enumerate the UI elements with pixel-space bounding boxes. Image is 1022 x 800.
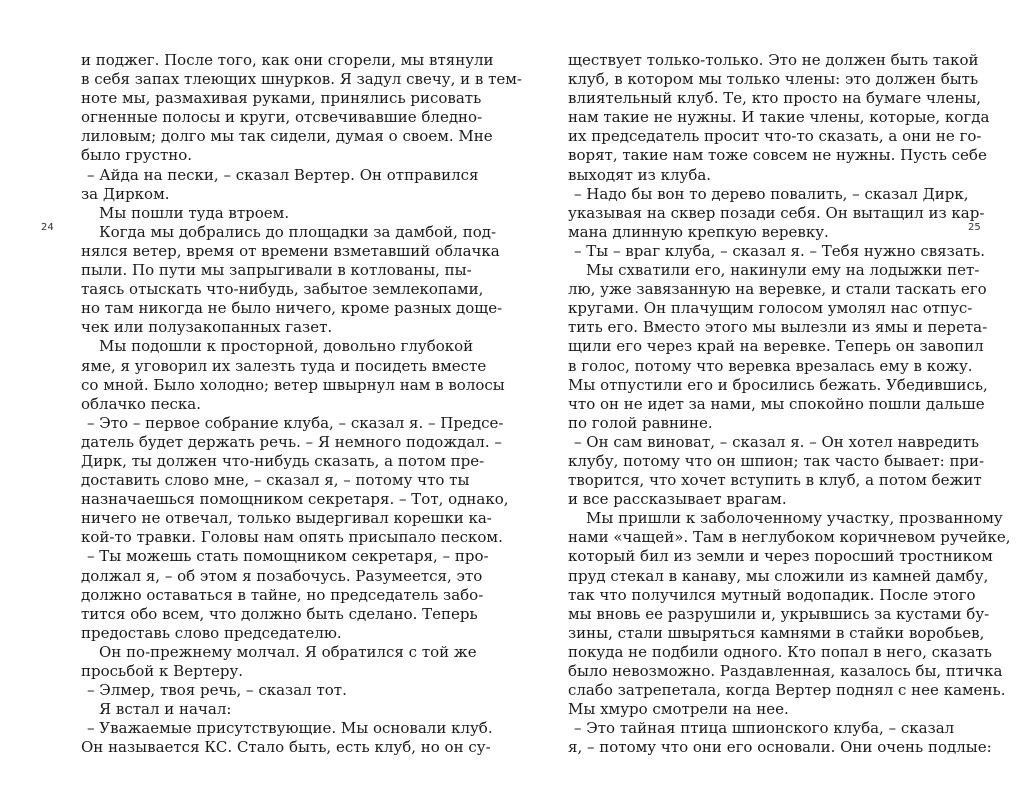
text-line: в голос, потому что веревка врезалась ему в кожу. (568, 356, 973, 375)
text-line: и поджег. После того, как они сгорели, мы втянули (81, 51, 494, 69)
text-line: Мы схватили его, накинули ему на лодыжки пет- (586, 261, 980, 280)
text-line: Мы подошли к просторной, довольно глубокой (99, 337, 474, 356)
text-line: лю, уже завязанную на веревке, и стали таскать его (568, 280, 987, 299)
text-line: щили его через край на веревке. Теперь он завопил (568, 337, 984, 356)
text-line: датель будет держать речь. – Я немного подождал. – (81, 432, 502, 451)
text-line: влиятельный клуб. Те, кто просто на бумаге члены, (568, 89, 982, 108)
text-line: огненные полосы и круги, отсвечивавшие бледно- (81, 108, 483, 127)
text-line: кругами. Он плачущим голосом умолял нас отпус- (568, 299, 973, 318)
text-line: я, – потому что они его основали. Они очень подлые: (568, 738, 992, 757)
text-line: клуб, в котором мы только члены: это должен быть (568, 70, 979, 89)
text-line: кой-то травки. Головы нам опять присыпало песком. (81, 528, 503, 547)
text-line: покуда не подбили одного. Кто попал в него, сказать (568, 642, 992, 661)
text-line: ворят, такие нам тоже совсем не нужны. Пусть себе (568, 146, 987, 165)
text-line: ществует только-только. Это не должен быть такой (568, 51, 979, 69)
text-line: ноте мы, размахивая руками, принялись рисовать (81, 89, 482, 108)
text-line: мана длинную крепкую веревку. (568, 222, 829, 241)
text-line: который бил из земли и через поросший тростником (568, 547, 993, 566)
text-line: в себя запах тлеющих шнурков. Я задул свечу, и в тем- (81, 70, 522, 89)
text-line: – Айда на пески, – сказал Вертер. Он отправился (87, 165, 479, 184)
text-line: пруд стекал в канаву, мы сложили из камней дамбу, (568, 566, 989, 585)
text-line: – Это тайная птица шпионского клуба, – сказал (574, 719, 955, 738)
text-line: по голой равнине. (568, 413, 713, 432)
text-line: Он называется КС. Стало быть, есть клуб, но он су- (81, 738, 491, 757)
text-line: творится, что хочет вступить в клуб, а потом бежит (568, 471, 982, 490)
text-line: лиловым; долго мы так сидели, думая о своем. Мне (81, 127, 493, 146)
text-line: – Уважаемые присутствующие. Мы основали клуб. (87, 719, 493, 738)
text-line: зины, стали швыряться камнями в стайки воробьев, (568, 623, 985, 642)
text-line: яме, я уговорил их залезть туда и посидеть вместе (81, 356, 487, 375)
text-line: предоставь слово председателю. (81, 623, 342, 642)
text-line: клубу, потому что он шпион; так часто бывает: при- (568, 451, 985, 470)
left-page-text (81, 51, 522, 757)
text-line: – Надо бы вон то дерево повалить, – сказал Дирк, (574, 184, 969, 203)
text-line: должно оставаться в тайне, но председатель забо- (81, 585, 484, 604)
text-line: должал я, – об этом я позабочусь. Разумеется, это (81, 566, 483, 585)
text-line: и все рассказывает врагам. (568, 490, 787, 509)
text-line: тится обо всем, что должно быть сделано. Теперь (81, 604, 478, 623)
text-line: было грустно. (81, 146, 193, 165)
text-line: Мы пришли к заболоченному участку, прозванному (586, 509, 1003, 528)
text-line: Дирк, ты должен что-нибудь сказать, а потом пре- (81, 451, 485, 470)
text-line: тить его. Вместо этого мы вылезли из ямы и перета- (568, 318, 988, 337)
text-line: – Это – первое собрание клуба, – сказал я. – Предсе- (87, 413, 504, 432)
text-line: Он по-прежнему молчал. Я обратился с той же (99, 642, 477, 661)
text-line: со мной. Было холодно; ветер швырнул нам в волосы (81, 375, 505, 394)
text-line: что он не идет за нами, мы спокойно пошли дальше (568, 394, 985, 413)
text-line: за Дирком. (81, 184, 170, 203)
text-line: – Он сам виноват, – сказал я. – Он хотел навредить (574, 432, 980, 451)
text-line: но там никогда не было ничего, кроме разных доще- (81, 299, 503, 318)
text-line: – Ты – враг клуба, – сказал я. – Тебя нужно связать. (574, 241, 986, 260)
text-line: указывая на сквер позади себя. Он вытащил из кар- (568, 203, 985, 222)
text-line: чек или полузакопанных газет. (81, 318, 333, 337)
text-line: Мы хмуро смотрели на нее. (568, 700, 789, 719)
text-line: назначаешься помощником секретаря. – Тот, однако, (81, 490, 509, 509)
left-page-number: 24 (41, 222, 54, 233)
text-line: Мы отпустили его и бросились бежать. Убедившись, (568, 375, 988, 394)
text-line: выходят из клуба. (568, 165, 712, 184)
text-line: мы вновь ее разрушили и, укрывшись за кустами бу- (568, 604, 990, 623)
text-line: Мы пошли туда втроем. (99, 203, 290, 222)
text-line: их председатель просит что-то сказать, а они не го- (568, 127, 982, 146)
text-line: Когда мы добрались до площадки за дамбой, под- (99, 222, 497, 241)
text-line: Я встал и начал: (99, 700, 232, 719)
text-line: нам такие не нужны. И такие члены, которые, когда (568, 108, 990, 127)
text-line: просьбой к Вертеру. (81, 662, 244, 680)
right-page-number: 25 (968, 222, 981, 233)
text-line: так что получился мутный водопадик. После этого (568, 585, 976, 604)
text-line: облачко песка. (81, 394, 201, 413)
text-line: – Элмер, твоя речь, – сказал тот. (87, 681, 347, 700)
text-line: доставить слово мне, – сказал я, – потому что ты (81, 471, 470, 490)
text-line: нами «чащей». Там в неглубоком коричневом ручейке, (568, 528, 1011, 547)
text-line: было невозможно. Раздавленная, казалось бы, птичка (568, 662, 1003, 680)
text-line: ничего не отвечал, только выдергивал корешки ка- (81, 509, 492, 528)
text-line: – Ты можешь стать помощником секретаря, – про- (87, 547, 489, 566)
text-line: нялся ветер, время от времени взметавший облачка (81, 241, 500, 260)
text-line: пыли. По пути мы запрыгивали в котлованы, пы- (81, 261, 472, 280)
text-line: таясь отыскать что-нибудь, забытое землекопами, (81, 280, 484, 299)
text-line: слабо затрепетала, когда Вертер поднял с нее камень. (568, 681, 1006, 700)
